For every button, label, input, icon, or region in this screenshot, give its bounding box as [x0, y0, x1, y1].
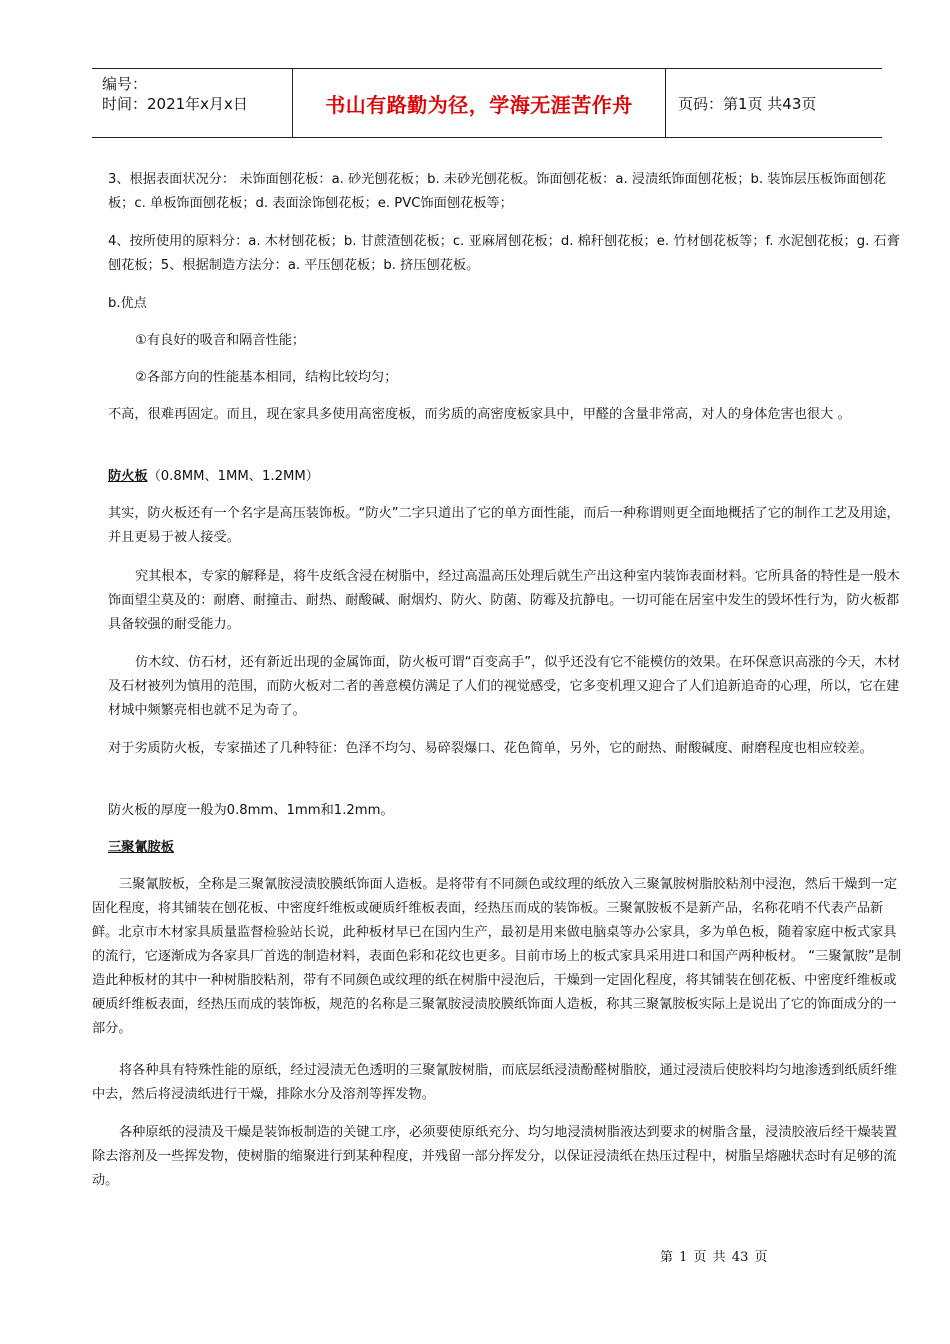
header-meta-cell [92, 69, 293, 137]
paragraph-melamine-impregnation: 将各种具有特殊性能的原纸，经过浸渍无色透明的三聚氰胺树脂，而底层纸浸渍酚醛树脂胶，通过浸渍后使胶料均匀地渗透到纸质纤维中去，然后将浸渍纸进行干燥，排除水分及溶剂等挥发物。 [92, 1063, 898, 1102]
fireboard-section-heading [108, 465, 908, 489]
melamine-heading-text: 三聚氰胺板 [108, 840, 174, 855]
paragraph-melamine-definition: 三聚氰胺板，全称是三聚氰胺浸渍胶膜纸饰面人造板。是将带有不同颜色或纹理的纸放入三聚氰胺树脂胶粘剂中浸泡，然后干燥到一定固化程度，将其铺装在刨花板、中密度纤维板或硬质纤维板表面，经热压而成的装饰板。三聚氰胺板不是新产品，名称花哨不代表产品新鲜。北京市木材家具质量监督检验站长说，此种板材早已在国内生产，最初是用来做电脑桌等办公家具，多为单色板，随着家庭中板式家具的流行，它逐渐成为各家具厂首选的制造材料，表面色彩和花纹也更多。目前市场上的板式家具采用进口和国产两种板材。 “三聚氰胺”是制造此种板材的其中一种树脂胶粘剂，带有不同颜色或纹理的纸在树脂中浸泡后，干燥到一定固化程度，将其铺装在刨花板、中密度纤维板或硬质纤维板表面，经热压而成的装饰板，规范的名称是三聚氰胺浸渍胶膜纸饰面人造板，称其三聚氰胺板实际上是说出了它的饰面成分的一部分。 [92, 877, 902, 1036]
paragraph-melamine-drying: 各种原纸的浸渍及干燥是装饰板制造的关键工序，必须要使原纸充分、均匀地浸渍树脂液达到要求的树脂含量，浸渍胶液后经干燥装置除去溶剂及一些挥发物，使树脂的缩聚进行到某种程度，并残留一部分挥发分，以保证浸渍纸在热压过程中，树脂呈熔融状态时有足够的流动。 [92, 1125, 898, 1188]
document-number-label: 编号： [102, 75, 148, 93]
motto-text: 书山有路勤为径，学海无涯苦作舟 [325, 92, 633, 117]
advantage-item-1: ①有良好的吸音和隔音性能； [135, 333, 306, 348]
document-time-label: 时间：2021年x月x日 [102, 95, 248, 113]
header-motto-cell [293, 69, 666, 137]
paragraph-surface-classification: 3、根据表面状况分： 未饰面刨花板：a. 砂光刨花板；b. 未砂光刨花板。饰面刨花板：a. 浸渍纸饰面刨花板；b. 装饰层压板饰面刨花板；c. 单板饰面刨花板；d. 表面涂饰刨花板；e. PVC饰面刨花板等； [108, 172, 886, 211]
advantage-item-2: ②各部方向的性能基本相同，结构比较均匀； [135, 370, 398, 385]
header-page-cell [666, 69, 882, 137]
paragraph-fireboard-intro: 其实，防火板还有一个名字是高压装饰板。“防火”二字只道出了它的单方面性能，而后一种称谓则更全面地概括了它的制作工艺及用途，并且更易于被人接受。 [108, 506, 900, 545]
paragraph-fireboard-thickness: 防火板的厚度一般为0.8mm、1mm和1.2mm。 [108, 803, 394, 818]
fireboard-heading-thickness: （0.8MM、1MM、1.2MM） [147, 469, 319, 484]
paragraph-density-board: 不高，很难再固定。而且，现在家具多使用高密度板，而劣质的高密度板家具中，甲醛的含量非常高，对人的身体危害也很大 。 [108, 407, 851, 422]
fireboard-heading-text: 防火板 [108, 469, 148, 484]
melamine-section-heading [108, 836, 908, 860]
paragraph-fireboard-poor-quality: 对于劣质防火板，专家描述了几种特征：色泽不均匀、易碎裂爆口、花色简单，另外，它的耐热、耐酸碱度、耐磨程度也相应较差。 [108, 741, 873, 756]
header-page-info: 页码：第1页 共43页 [678, 94, 817, 113]
paragraph-fireboard-explanation: 究其根本，专家的解释是，将牛皮纸含浸在树脂中，经过高温高压处理后就生产出这种室内装饰表面材料。它所具备的特性是一般木饰面望尘莫及的：耐磨、耐撞击、耐热、耐酸碱、耐烟灼、防火、防菌、防霉及抗静电。一切可能在居室中发生的毁坏性行为，防火板都具备较强的耐受能力。 [108, 569, 900, 632]
paragraph-fireboard-imitation: 仿木纹、仿石材，还有新近出现的金属饰面，防火板可谓“百变高手”，似乎还没有它不能模仿的效果。在环保意识高涨的今天，木材及石材被列为慎用的范围，而防火板对二者的善意模仿满足了人们的视觉感受，它多变机理又迎合了人们追新追奇的心理，所以，它在建材城中频繁亮相也就不足为奇了。 [108, 655, 901, 718]
paragraph-material-classification: 4、按所使用的原料分：a. 木材刨花板；b. 甘蔗渣刨花板；c. 亚麻屑刨花板；d. 棉秆刨花板；e. 竹材刨花板等；f. 水泥刨花板；g. 石膏刨花板；5、根据制造方法分：a. 平压刨花板；b. 挤压刨花板。 [108, 234, 900, 273]
page-footer: 第 1 页 共 43 页 [660, 1250, 768, 1265]
advantages-label: b.优点 [108, 296, 147, 311]
page-header [92, 68, 882, 138]
